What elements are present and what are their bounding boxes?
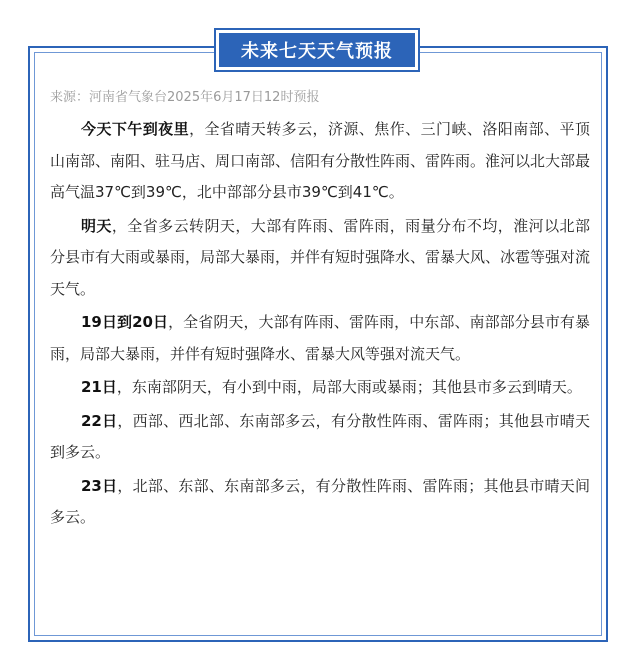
- period-label: 23日: [81, 476, 118, 495]
- forecast-paragraph-19-20: [50, 307, 590, 370]
- forecast-paragraph-22: [50, 406, 590, 469]
- forecast-text: ，北部、东部、东南部多云，有分散性阵雨、雷阵雨；其他县市晴天间多云。: [50, 476, 590, 526]
- forecast-text: ，全省多云转阴天，大部有阵雨、雷阵雨，雨量分布不均，淮河以北部分县市有大雨或暴雨，局部大暴雨，并伴有短时强降水、雷暴大风、冰雹等强对流天气。: [50, 216, 591, 298]
- title-banner: [214, 28, 420, 72]
- forecast-text: ，全省阴天，大部有阵雨、雷阵雨，中东部、南部部分县市有暴雨，局部大暴雨，并伴有短时强降水、雷暴大风等强对流天气。: [50, 313, 590, 363]
- source-line: 来源：河南省气象台2025年6月17日12时预报: [50, 90, 320, 105]
- forecast-content: [50, 114, 590, 536]
- forecast-text: ，全省晴天转多云，济源、焦作、三门峡、洛阳南部、平顶山南部、南阳、驻马店、周口南部、信阳有分散性阵雨、雷阵雨。淮河以北大部最高气温37℃到39℃，北中部部分县市39℃到41℃。: [50, 120, 591, 201]
- forecast-paragraph-tomorrow: [50, 211, 590, 306]
- period-label: 21日: [81, 378, 117, 396]
- forecast-text: ，东南部阴天，有小到中雨，局部大雨或暴雨；其他县市多云到晴天。: [116, 378, 582, 396]
- forecast-paragraph-23: [50, 471, 590, 534]
- period-label: 22日: [81, 411, 118, 430]
- forecast-text: ，西部、西北部、东南部多云，有分散性阵雨、雷阵雨；其他县市晴天到多云。: [50, 411, 590, 461]
- period-label: 明天: [81, 216, 112, 235]
- forecast-paragraph-today: [50, 114, 590, 209]
- forecast-paragraph-21: [50, 372, 590, 404]
- period-label: 19日到20日: [81, 313, 169, 331]
- period-label: 今天下午到夜里: [81, 120, 190, 138]
- page-title: 未来七天天气预报: [219, 33, 415, 67]
